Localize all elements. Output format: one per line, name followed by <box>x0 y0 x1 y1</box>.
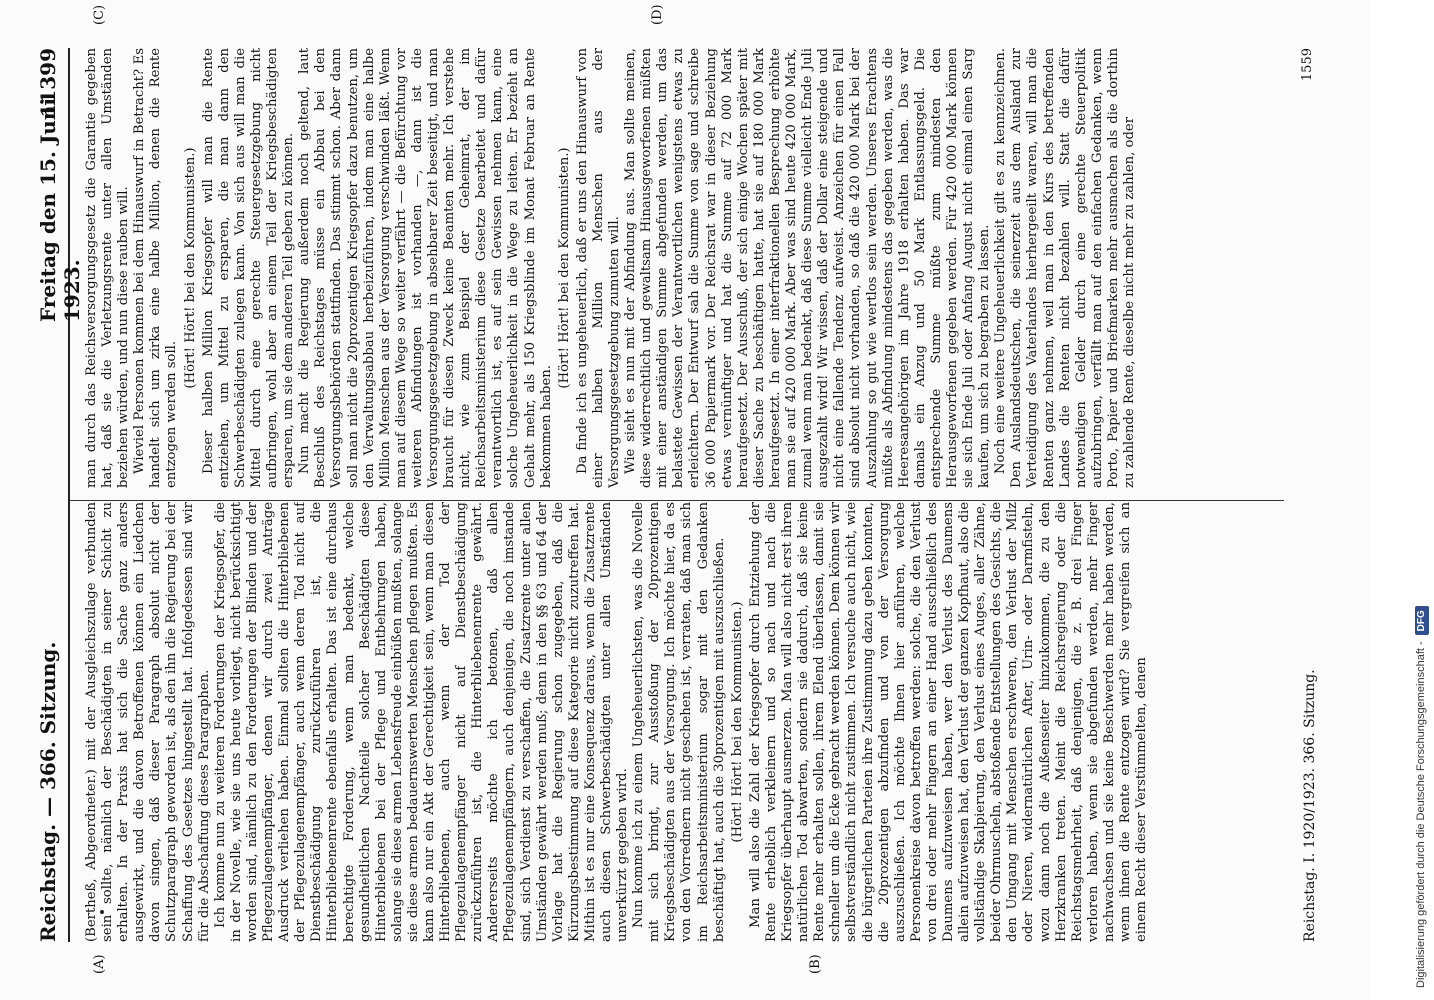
paragraph: Man will also die Zahl der Kriegsopfer durch Entziehung der Rente erheblich verkleinern und so nach und nach die Kriegsopfer überhaupt ausmerzen. Man will also nicht erst ihren natürlichen Tod abwarten, sondern sie dadurch, daß sie keine Rente mehr erhalten sollen, ihrem Elend überlassen, damit sie schneller um die Ecke gebracht werden können. Dem können wir selbstverständlich nicht zustimmen. Ich versuche auch nicht, wie die bürgerlichen Parteien ihre Zustimmung dazu geben konnten, die 20prozentigen abzufinden und von der Versorgung auszuschließen. Ich möchte Ihnen hier anführen, welche Personenkreise davon betroffen werden: solche, die den Verlust von drei oder mehr Fingern an einer Hand ausschließlich des Daumens aufzuweisen haben, wer den Verlust des Daumens allein aufzuweisen hat, den Verlust der ganzen Kopfhaut, also die vollständige Skalpierung, den Verlust eines Auges, aller Zähne, beider Ohrmuscheln, abstoßende Entstellungen des Gesichts, die den Umgang mit Menschen erschweren, den Verlust der Milz oder Nieren, widernatürlichen After, Urin- oder Darmfisteln, wozu dann noch die Außenseiter hinzukommen, die zu den Herzkranken treten. Meint die Reichsregierung oder die Reichstagsmehrheit, daß denjenigen, die z. B. drei Finger verloren haben, wenn sie abgefunden werden, mehr Finger nachwachsen und sie keine Beschwerden mehr haben werden, wenn ihnen die Rente entzogen wird? Sie vergreifen sich an einem Recht dieser Verstümmelten, denen <box>747 502 1150 942</box>
interjection: (Hört! Hört! bei den Kommunisten.) <box>556 147 572 389</box>
right-text-column <box>84 48 1284 488</box>
paragraph: (Bertheß, Abgeordneter.) mit der Ausgleichszulage verbunden sein sollte, nämlich der Beschädigten in seiner Schicht zu erhalten. In der Praxis hat sich die Sache ganz anders ausgewirkt, und die davon Betroffenen können ein Liedchen davon singen, daß dieser Paragraph absolut nicht der Schutzparagraph geworden ist, als den ihn die Regierung bei der Schaffung des Gesetzes hingestellt hat. Infolgedessen sind wir für die Abschaffung dieses Paragraphen. <box>84 502 212 942</box>
header-date: Freitag den 15. Juni 1923. <box>36 98 84 322</box>
footer-volume: Reichstag. I. 1920/1923. 366. Sitzung. <box>1302 669 1318 942</box>
page-footer <box>1296 48 1326 942</box>
footer-sheet-number: 1559 <box>1300 48 1315 82</box>
paragraph: Nun komme ich zu einem Ungeheuerlichsten, was die Novelle mit sich bringt, zur Ausstoßung der 20prozentigen Kriegsbeschädigten aus der Versorgung. Ich möchte hier, da es von den Vorrednern nicht geschehen ist, verraten, daß man sich im Reichsarbeitsministerium sogar mit den Gedanken beschäftigt hat, auch die 30prozentigen mit auszuschließen. <box>631 502 727 942</box>
credit-text: Digitalisierung gefördert durch die Deutsche Forschungsgemeinschaft - <box>1415 641 1427 988</box>
header-session: Reichstag. — 366. Sitzung. <box>36 641 60 942</box>
paragraph: Dieser halben Million Kriegsopfer will man die Rente entziehen, um Mittel zu ersparen, die man dann den Schwerbeschädigten zulegen kann. Von sich aus will man die Mittel durch eine gerechte Steuergesetzgebung nicht aufbringen, wohl aber an einem Teil der Kriegsbeschädigten ersparen, um sie dem anderen Teil geben zu können. <box>200 48 297 488</box>
paragraph: Wie sieht es nun mit der Abfindung aus. Man sollte meinen, diese widerrechtlich und gewaltsam Hinausgeworfenen müßten mit einer anständigen Summe abgefunden werden, um das belastete Gewissen der Verantwortlichen wenigstens etwas zu erleichtern. Der Entwurf sah die Summe von sage und schreibe 36 000 Papiermark vor. Der Reichsrat war in dieser Beziehung etwas vernünftiger und hat die Summe auf 72 000 Mark heraufgesetzt. Der Ausschuß, der sich einige Wochen später mit dieser Sache zu beschäftigen hatte, hat sie auf 180 000 Mark heraufgesetzt. In einer interfraktionellen Besprechung erhöhte man sie auf 420 000 Mark. Aber was sind heute 420 000 Mark, zumal wenn man bedenkt, daß diese Summe vielleicht Ende Juli ausgezahlt wird! Wir wissen, daß der Dollar eine steigende und nicht eine fallende Tendenz aufweist. Anzeichen für einen Fall sind absolut nicht vorhanden, so daß die 420 000 Mark bei der Auszahlung so gut wie wertlos sein werden. Unseres Erachtens müßte als Abfindung mindestens das gegeben werden, was die Heeresangehörigen im Jahre 1918 erhalten haben. Das war damals ein Anzug und 50 Mark Entlassungsgeld. Die entsprechende Summe müßte zum mindesten den Herausgeworfenen gegeben werden. Für 420 000 Mark können sie sich Ende Juli oder Anfang August nicht einmal einen Sarg kaufen, um sich zu begraben zu lassen. <box>623 48 993 488</box>
paragraph: Wieviel Personen kommen bei dem Hinauswurf in Betracht? Es handelt sich um zirka eine halbe Million, denen die Rente entzogen werden soll. <box>132 48 180 488</box>
margin-marker-d: (D) <box>650 4 665 25</box>
header-page-number: 11399 <box>36 48 60 118</box>
paragraph: Nun macht die Regierung außerdem noch geltend, laut Beschluß des Reichstages müsse ein Abbau bei den Versorgungsbehörden stattfinden. Das stimmt schon. Aber dann soll man nicht die 20prozentigen Kriegsopfer dazu benutzen, um den Verwaltungsabbau herbeizuführen, indem man eine halbe Million Menschen aus der Versorgung verschwinden läßt. Wenn man auf diesem Wege so weiter verfährt — die Befürchtung vor weiteren Abfindungen ist vorhanden —, dann ist die Versorgungsgesetzgebung in absehbarer Zeit beseitigt, und man braucht für diesen Zweck keine Beamten mehr. Ich verstehe nicht, wie zum Beispiel der Geheimrat, der im Reichsarbeitsministerium diese Gesetze bearbeitet und dafür verantwortlich ist, es auf sein Gewissen nehmen kann, eine solche Ungeheuerlichkeit in die Wege zu leiten. Er bezieht an Gehalt mehr, als 150 Kriegsblinde im Monat Februar an Rente bekommen haben. <box>297 48 554 488</box>
paragraph: Ich komme nun zu weiteren Forderungen der Kriegsopfer, die in der Novelle, wie sie uns heute vorliegt, nicht berücksichtigt worden sind, nämlich zu den Forderungen der Blinden und der Pflegezulagenempfänger, denen wir durch zwei Anträge Ausdruck verliehen haben. Einmal sollten die Hinterbliebenen der Pflegezulagenempfänger, auch wenn deren Tod nicht auf Dienstbeschädigung zurückzuführen ist, die Hinterbliebenenrente ebenfalls erhalten. Das ist eine durchaus berechtigte Forderung, wenn man bedenkt, welche gesundheitlichen Nachteile solcher Beschädigten diese Hinterbliebenen bei der Pflege und Entbehrungen haben, solange sie diese armen Lebensfreude einbüßen mußten, solange sie diese armen bedauernswerten Menschen pflegen mußten. Es kann also nur ein Akt der Gerechtigkeit sein, wenn man diesen Hinterbliebenen, auch wenn der Tod der Pflegezulagenempfänger nicht auf Dienstbeschädigung zurückzuführen ist, die Hinterbliebenenrente gewährt. Andererseits möchte ich betonen, daß allen Pflegezulagenempfängern, auch denjenigen, die noch imstande sind, sich Verdienst zu verschaffen, die Zusatzrente unter allen Umständen gewährt werden muß; denn in den §§ 63 und 64 der Vorlage hat die Regierung schon zugegeben, daß die Kürzungsbestimmung auf diese Kategorie nicht zuzutreffen hat. Mithin ist es nur eine Konsequenz daraus, wenn die Zusatzrente auch diesen Schwerbeschädigten unter allen Umständen unverkürzt gegeben wird. <box>212 502 631 942</box>
column-divider <box>70 500 1284 501</box>
page-header <box>28 48 84 942</box>
paragraph: man durch das Reichsversorgungsgesetz die Garantie gegeben hat, daß sie die Verletzungsrente unter allen Umständen beziehen würden, und nun diese rauben will. <box>84 48 132 488</box>
interjection: (Hört! Hört! bei den Kommunisten.) <box>182 147 198 389</box>
margin-marker-b: (B) <box>808 954 823 974</box>
digitization-credit <box>1410 8 1432 988</box>
paragraph: Noch eine weitere Ungeheuerlichkeit gilt es zu kennzeichnen. Den Auslandsdeutschen, die seinerzeit aus dem Ausland zur Verteidigung des Vaterlandes hierhergeeilt waren, will man die Renten ganz nehmen, weil man in den Kurs des betreffenden Landes die Renten nicht bezahlen will. Statt die dafür notwendigen Gelder durch eine gerechte Steuerpolitik aufzubringen, verfällt man auf den einfachen Gedanken, wenn Porto, Papier und Briefmarken mehr ausmachen als die dorthin zu zahlende Rente, dieselbe nicht mehr zu zahlen, oder <box>993 48 1137 488</box>
paragraph: Da finde ich es ungeheuerlich, daß er uns den Hinauswurf von einer halben Million Menschen aus der Versorgungsgesetzgebung zumuten will. <box>574 48 622 488</box>
interjection: (Hört! Hört! bei den Kommunisten.) <box>729 601 745 843</box>
margin-marker-a: (A) <box>92 954 107 974</box>
margin-marker-c: (C) <box>92 4 107 25</box>
dfg-logo: DFG <box>1415 606 1429 635</box>
left-text-column <box>84 502 1284 942</box>
